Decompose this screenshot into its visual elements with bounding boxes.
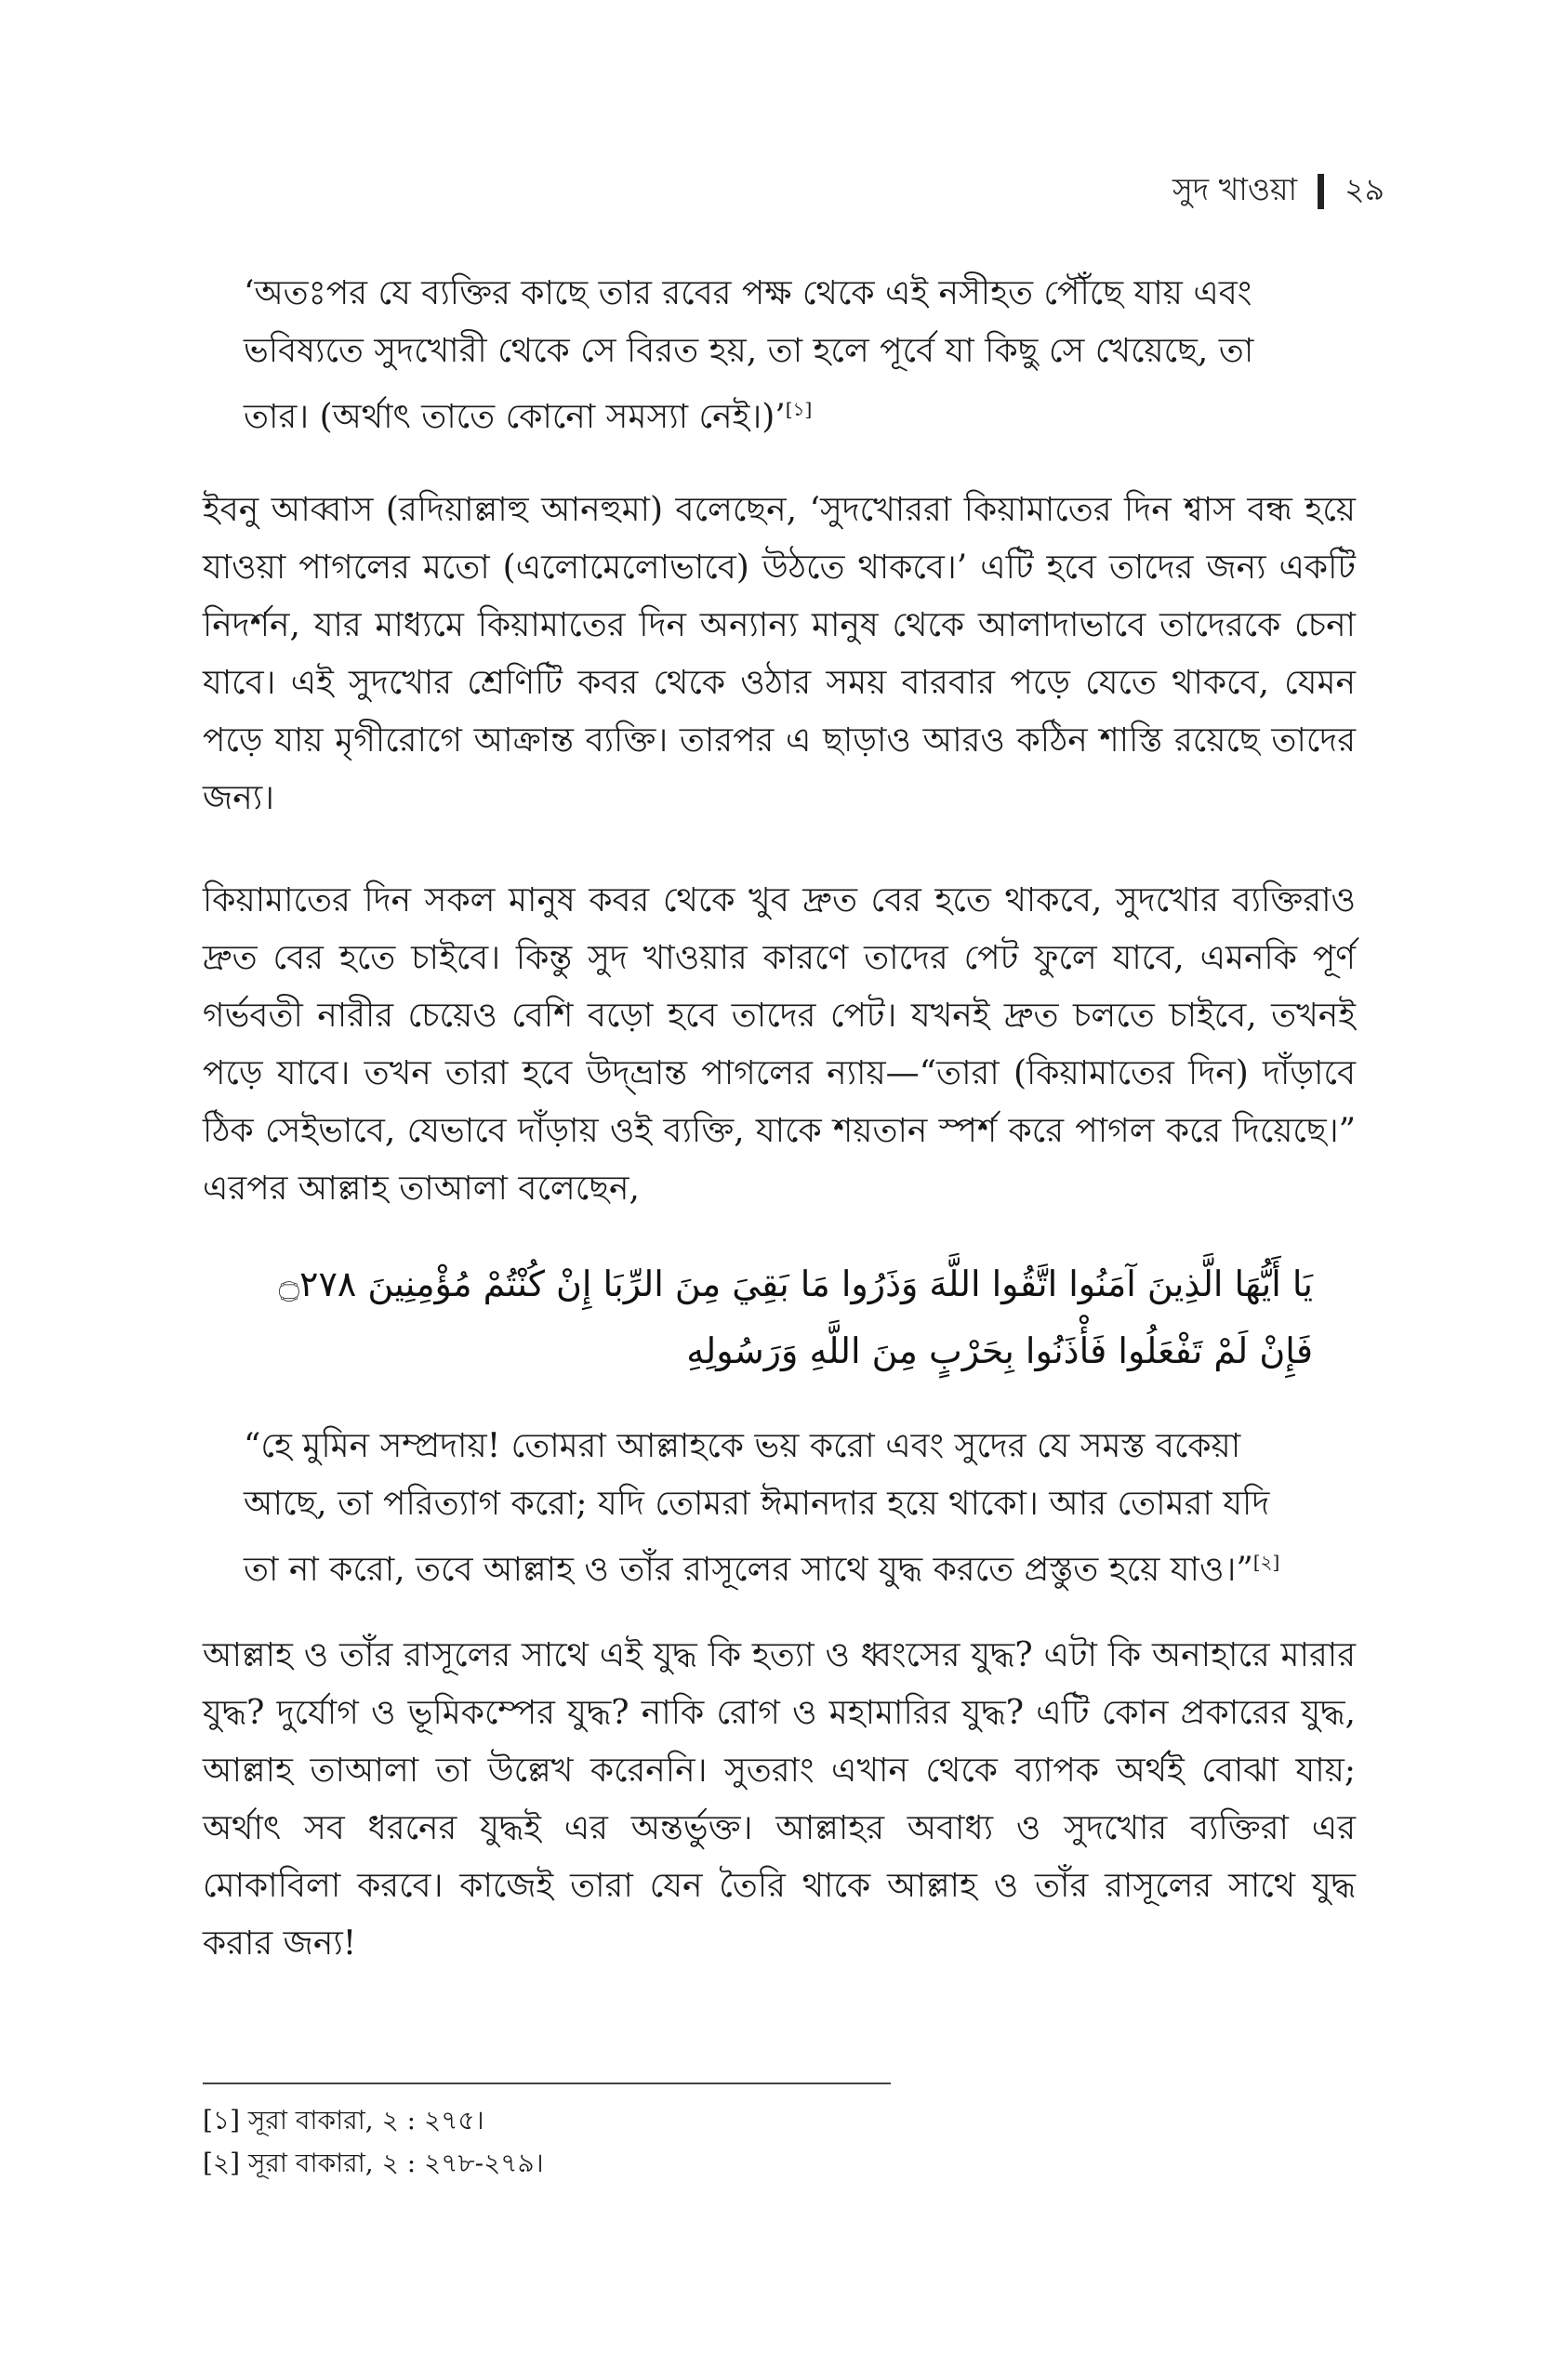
quote-two [244,1418,1313,1599]
paragraph-one: ইবনু আব্বাস (রদিয়াল্লাহু আনহুমা) বলেছেন, ‘সুদখোররা কিয়ামাতের দিন শ্বাস বন্ধ হয়ে যাওয়া পাগলের মতো (এলোমেলোভাবে) উঠতে থাকবে।’ এটি হবে তাদের জন্য একটি নিদর্শন, যার মাধ্যমে কিয়ামাতের দিন অন্যান্য মানুষ থেকে আলাদাভাবে তাদেরকে চেনা যাবে। এই সুদখোর শ্রেণিটি কবর থেকে ওঠার সময় বারবার পড়ে যেতে থাকবে, যেমন পড়ে যায় মৃগীরোগে আক্রান্ত ব্যক্তি। তারপর এ ছাড়াও আরও কঠিন শাস্তি রয়েছে তাদের জন্য। [203,491,1356,817]
paragraph-three: আল্লাহ ও তাঁর রাসূলের সাথে এই যুদ্ধ কি হত্যা ও ধ্বংসের যুদ্ধ? এটা কি অনাহারে মারার যুদ্ধ? দুর্যোগ ও ভূমিকম্পের যুদ্ধ? নাকি রোগ ও মহামারির যুদ্ধ? এটি কোন প্রকারের যুদ্ধ, আল্লাহ তাআলা তা উল্লেখ করেননি। সুতরাং এখান থেকে ব্যাপক অর্থই বোঝা যায়; অর্থাৎ সব ধরনের যুদ্ধই এর অন্তর্ভুক্ত। আল্লাহর অবাধ্য ও সুদখোর ব্যক্তিরা এর মোকাবিলা করবে। কাজেই তারা যেন তৈরি থাকে আল্লাহ ও তাঁর রাসূলের সাথে যুদ্ধ করার জন্য! [203,1636,1356,1963]
quote-one [244,265,1313,446]
quote-one-text: ‘অতঃপর যে ব্যক্তির কাছে তার রবের পক্ষ থেকে এই নসীহত পৌঁছে যায় এবং ভবিষ্যতে সুদখোরী থেকে সে বিরত হয়, তা হলে পূর্বে যা কিছু সে খেয়েছে, তা তার। (অর্থাৎ তাতে কোনো সমস্যা নেই।)’ [244,274,1254,436]
paragraph-block-two [203,872,1356,1218]
footnote-2: [২] সূরা বাকারা, ২ : ২৭৮-২৭৯। [203,2148,544,2178]
quote-block-one [244,265,1313,446]
footnote-ref-1[interactable]: [১] [785,398,813,420]
page-number: ২৯ [1345,171,1384,207]
arabic-verse: يَا أَيُّهَا الَّذِينَ آمَنُوا اتَّقُوا اللَّهَ وَذَرُوا مَا بَقِيَ مِنَ الرِّبَا إِنْ كُنْتُمْ مُؤْمِنِينَ ۝٢٧٨ فَإِنْ لَمْ تَفْعَلُوا فَأْذَنُوا بِحَرْبٍ مِنَ اللَّهِ وَرَسُولِهِ [278,1263,1313,1371]
footnotes [203,2099,544,2185]
paragraph-block-three [203,1627,1356,1973]
running-header [1172,165,1384,218]
paragraph-block-one [203,482,1356,827]
header-separator [1318,174,1324,209]
quote-two-text: “হে মুমিন সম্প্রদায়! তোমরা আল্লাহকে ভয় করো এবং সুদের যে সমস্ত বকেয়া আছে, তা পরিত্যাগ করো; যদি তোমরা ঈমানদার হয়ে থাকো। আর তোমরা যদি তা না করো, তবে আল্লাহ ও তাঁর রাসূলের সাথে যুদ্ধ করতে প্রস্তুত হয়ে যাও।” [244,1427,1270,1589]
footnote-1: [১] সূরা বাকারা, ২ : ২৭৫। [203,2105,484,2135]
paragraph-two: কিয়ামাতের দিন সকল মানুষ কবর থেকে খুব দ্রুত বের হতে থাকবে, সুদখোর ব্যক্তিরাও দ্রুত বের হতে চাইবে। কিন্তু সুদ খাওয়ার কারণে তাদের পেট ফুলে যাবে, এমনকি পূর্ণ গর্ভবতী নারীর চেয়েও বেশি বড়ো হবে তাদের পেট। যখনই দ্রুত চলতে চাইবে, তখনই পড়ে যাবে। তখন তারা হবে উদ্‌ভ্রান্ত পাগলের ন্যায়—“তারা (কিয়ামাতের দিন) দাঁড়াবে ঠিক সেইভাবে, যেভাবে দাঁড়ায় ওই ব্যক্তি, যাকে শয়তান স্পর্শ করে পাগল করে দিয়েছে।” এরপর আল্লাহ তাআলা বলেছেন, [203,881,1356,1208]
footnote-divider [203,2082,891,2084]
footnote-ref-2[interactable]: [২] [1252,1551,1280,1573]
header-title: সুদ খাওয়া [1172,171,1298,207]
quote-block-two [244,1418,1313,1599]
